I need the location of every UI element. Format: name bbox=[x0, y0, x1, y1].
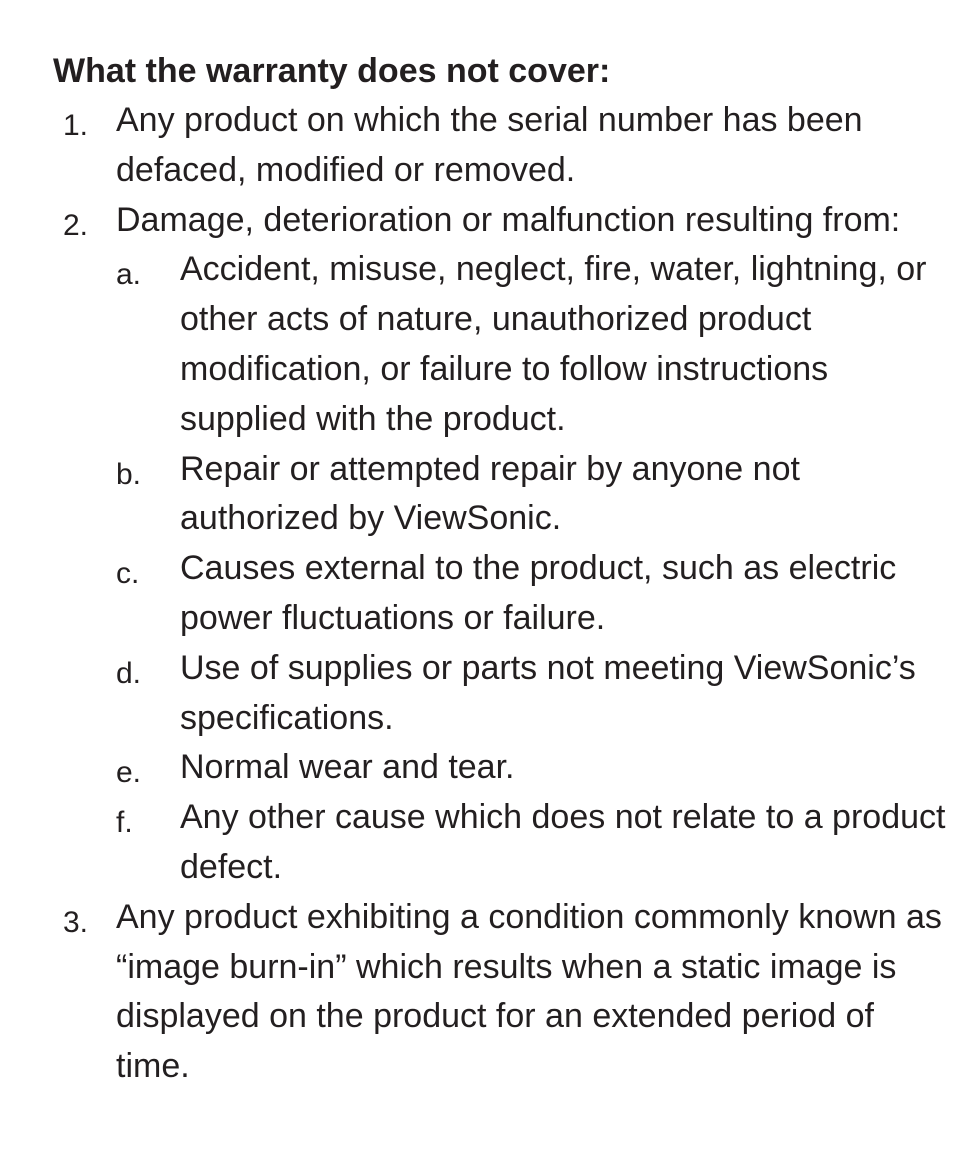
list-item-text: Any product on which the serial number has been defaced, modified or removed. bbox=[116, 101, 863, 189]
sub-list-marker: b. bbox=[116, 457, 142, 491]
sub-item-text: Normal wear and tear. bbox=[180, 748, 515, 787]
sub-item-text: Causes external to the product, such as electric power fluctuations or failure. bbox=[180, 549, 897, 637]
sub-list-marker: e. bbox=[116, 756, 142, 790]
list-marker: 1. bbox=[63, 109, 89, 142]
sub-item-d bbox=[116, 644, 954, 744]
list-item-1 bbox=[53, 96, 954, 196]
sub-list-marker: d. bbox=[116, 656, 142, 690]
sub-item-text: Use of supplies or parts not meeting ViewSonic’s specifications. bbox=[180, 648, 916, 737]
list-item-text: Damage, deterioration or malfunction resulting from: bbox=[116, 200, 901, 239]
list-marker: 3. bbox=[63, 905, 89, 939]
sub-list-marker: f. bbox=[116, 806, 133, 840]
sub-item-text: Accident, misuse, neglect, fire, water, lightning, or other acts of nature, unauthorized product modification, or failure to follow instructions supplied with the product. bbox=[180, 250, 927, 438]
sub-item-text: Any other cause which does not relate to a product defect. bbox=[180, 798, 946, 886]
list-item-2 bbox=[53, 196, 954, 893]
sub-list-marker: c. bbox=[116, 557, 140, 591]
sub-item-c bbox=[116, 544, 954, 644]
list-item-text: Any product exhibiting a condition commonly known as “image burn-in” which results when a static image is displayed on the product for an extended period of time. bbox=[116, 897, 942, 1086]
sub-item-a bbox=[116, 245, 954, 444]
sub-item-b bbox=[116, 445, 954, 545]
exclusions-list bbox=[53, 96, 954, 1092]
sub-item-f bbox=[116, 793, 954, 893]
sub-list-marker: a. bbox=[116, 258, 142, 292]
list-item-3 bbox=[53, 893, 954, 1092]
sub-item-text: Repair or attempted repair by anyone not authorized by ViewSonic. bbox=[180, 449, 800, 538]
list-marker: 2. bbox=[63, 208, 89, 242]
sub-item-e bbox=[116, 743, 954, 793]
damage-causes-list bbox=[116, 245, 954, 892]
section-heading: What the warranty does not cover: bbox=[53, 52, 611, 90]
